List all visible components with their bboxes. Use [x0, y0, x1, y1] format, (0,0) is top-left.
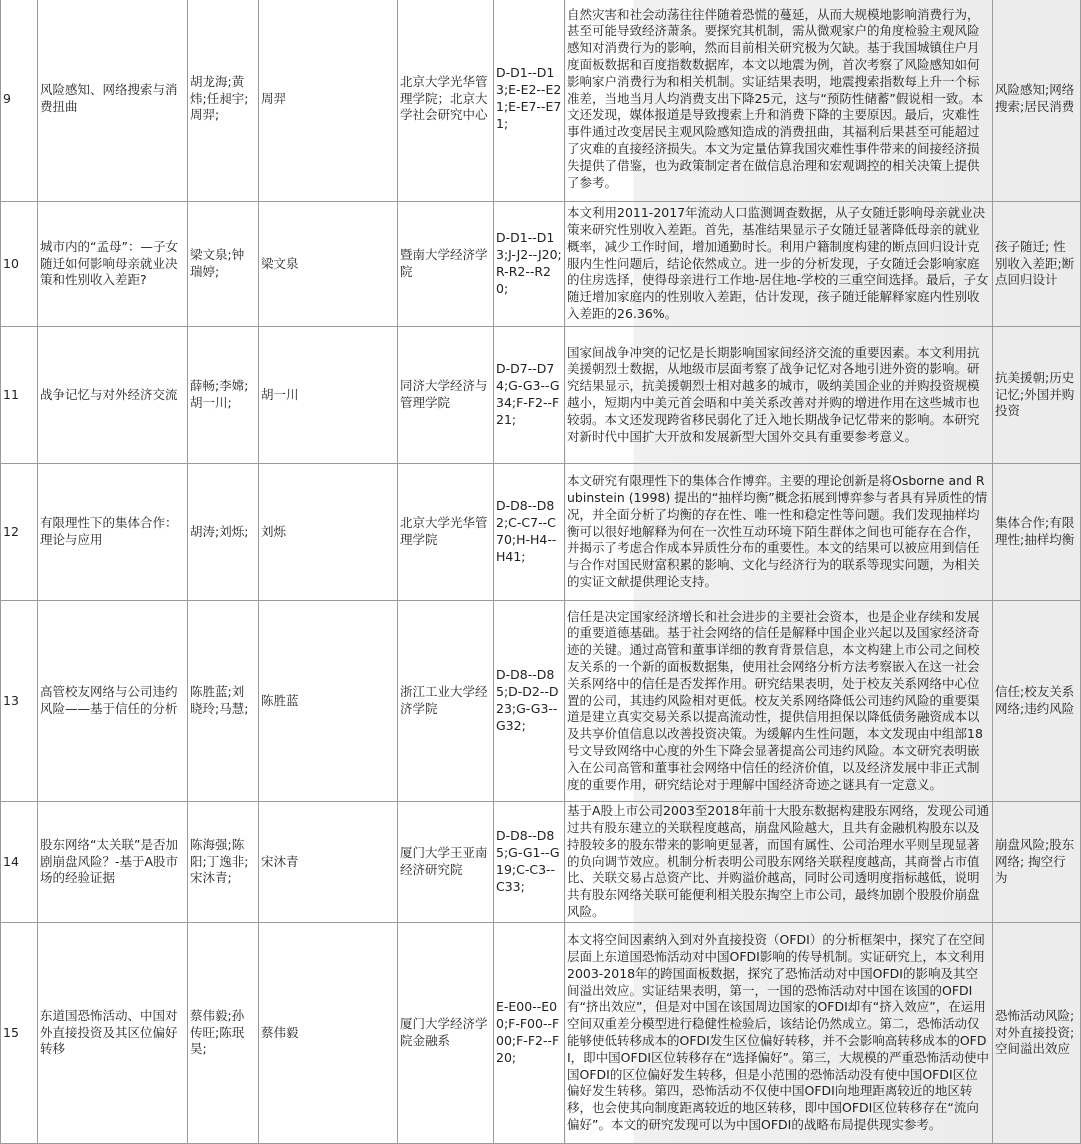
institution-cell[interactable]: 北京大学光华管理学院 — [398, 464, 494, 601]
keywords-cell[interactable]: 集体合作;有限理性;抽样均衡 — [993, 464, 1081, 601]
institution-cell[interactable]: 北京大学光华管理学院；北京大学社会研究中心 — [398, 0, 494, 202]
abstract-cell[interactable]: 基于A股上市公司2003至2018年前十大股东数据构建股东网络，发现公司通过共有股东建立的关联程度越高，崩盘风险越大，且共有金融机构股东以及持股较多的股东带来的影响更显著，而国有属性、公司治理水平则呈现显著的负向调节效应。机制分析表明公司股东网络关联程度越高，其商誉占市值比、关联交易占总资产比、并购溢价越高，同时公司透明度指标越低，说明共有股东网络关联可能便利相关股东掏空上市公司，最终加剧个股股价崩盘风险。 — [565, 802, 993, 923]
keywords-cell[interactable]: 抗美援朝;历史记忆;外国并购投资 — [993, 327, 1081, 464]
jel-code-cell[interactable]: D-D8--D82;C-C7--C70;H-H4--H41; — [494, 464, 565, 601]
corresponding-author-cell[interactable]: 胡一川 — [259, 327, 398, 464]
keywords-cell[interactable]: 孩子随迁; 性别收入差距;断点回归设计 — [993, 202, 1081, 327]
authors-cell[interactable]: 陈胜蓝;刘晓玲;马慧; — [188, 601, 259, 802]
jel-code-cell[interactable]: E-E00--E00;F-F00--F00;F-F2--F20; — [494, 923, 565, 1144]
row-number[interactable]: 11 — [1, 327, 38, 464]
table-row — [1, 802, 1081, 923]
row-number[interactable]: 15 — [1, 923, 38, 1144]
institution-cell[interactable]: 厦门大学经济学院金融系 — [398, 923, 494, 1144]
jel-code-cell[interactable]: D-D8--D85;D-D2--D23;G-G3--G32; — [494, 601, 565, 802]
institution-cell[interactable]: 浙江工业大学经济学院 — [398, 601, 494, 802]
authors-cell[interactable]: 薛畅;李嫦;胡一川; — [188, 327, 259, 464]
corresponding-author-cell[interactable]: 周羿 — [259, 0, 398, 202]
abstract-cell[interactable]: 本文将空间因素纳入到对外直接投资（OFDI）的分析框架中，探究了在空间层面上东道国恐怖活动对中国OFDI影响的传导机制。实证研究上，本文利用2003-2018年的跨国面板数据，探究了恐怖活动对中国OFDI的影响及其空间溢出效应。实证结果表明，第一，一国的恐怖活动对中国在该国的OFDI有“挤出效应”，但是对中国在该国周边国家的OFDI却有“挤入效应”，在运用空间双重差分模型进行稳健性检验后，该结论仍然成立。第二，恐怖活动仅能够使低转移成本的OFDI发生区位偏好转移，并不会影响高转移成本的OFDI，即中国OFDI区位转移存在“选择偏好”。第三，大规模的严重恐怖活动使中国OFDI的区位偏好发生转移，但是小范围的恐怖活动没有使中国OFDI区位偏好发生转移。第四，恐怖活动不仅使中国OFDI向地理距离较近的地区转移，也会使其向制度距离较近的地区转移，即中国OFDI区位转移存在“流向偏好”。本文的研究发现可以为中国OFDI的战略布局提供现实参考。 — [565, 923, 993, 1144]
paper-title-cell[interactable]: 东道国恐怖活动、中国对外直接投资及其区位偏好转移 — [38, 923, 188, 1144]
row-number[interactable]: 13 — [1, 601, 38, 802]
corresponding-author-cell[interactable]: 蔡伟毅 — [259, 923, 398, 1144]
paper-title-cell[interactable]: 股东网络“太关联”是否加剧崩盘风险？-基于A股市场的经验证据 — [38, 802, 188, 923]
paper-title-cell[interactable]: 风险感知、网络搜索与消费扭曲 — [38, 0, 188, 202]
row-number[interactable]: 12 — [1, 464, 38, 601]
authors-cell[interactable]: 陈海强;陈阳;丁逸非;宋沐青; — [188, 802, 259, 923]
keywords-cell[interactable]: 信任;校友关系网络;违约风险 — [993, 601, 1081, 802]
jel-code-cell[interactable]: D-D7--D74;G-G3--G34;F-F2--F21; — [494, 327, 565, 464]
abstract-cell[interactable]: 国家间战争冲突的记忆是长期影响国家间经济交流的重要因素。本文利用抗美援朝烈士数据，从地级市层面考察了战争记忆对各地引进外资的影响。研究结果显示，抗美援朝烈士相对越多的城市，吸纳美国企业的并购投资规模越小，短期内中美元首会晤和中美关系改善对并购的增进作用在这些城市也较弱。本文还发现跨省移民弱化了迁入地长期战争记忆带来的影响。本研究对新时代中国扩大开放和发展新型大国外交具有重要参考意义。 — [565, 327, 993, 464]
jel-code-cell[interactable]: D-D1--D13;J-J2--J20;R-R2--R20; — [494, 202, 565, 327]
row-number[interactable]: 10 — [1, 202, 38, 327]
corresponding-author-cell[interactable]: 刘烁 — [259, 464, 398, 601]
table-row — [1, 923, 1081, 1144]
paper-title-cell[interactable]: 城市内的“孟母”：—子女随迁如何影响母亲就业决策和性别收入差距? — [38, 202, 188, 327]
table-body — [1, 0, 1081, 1144]
corresponding-author-cell[interactable]: 宋沐青 — [259, 802, 398, 923]
row-number[interactable]: 14 — [1, 802, 38, 923]
abstract-cell[interactable]: 信任是决定国家经济增长和社会进步的主要社会资本，也是企业存续和发展的重要道德基础。基于社会网络的信任是解释中国企业兴起以及国家经济奇迹的关键。通过高管和董事详细的教育背景信息，本文构建上市公司之间校友关系的一个新的面板数据集，使用社会网络分析方法考察嵌入在这一社会关系网络中的信任是否发挥作用。研究结果表明，处于校友关系网络中心位置的公司，其违约风险相对更低。校友关系网络降低公司违约风险的重要渠道是建立真实交易关系以提高流动性，提供信用担保以降低债务融资成本以及共享价值信息以改善投资决策。为缓解内生性问题，本文发现由中组部18号文导致网络中心度的外生下降会显著提高公司违约风险。本文研究表明嵌入在公司高管和董事社会网络中信任的经济价值，以及经济发展中非正式制度的重要作用，研究结论对于理解中国经济奇迹之谜具有一定意义。 — [565, 601, 993, 802]
corresponding-author-cell[interactable]: 梁文泉 — [259, 202, 398, 327]
paper-title-cell[interactable]: 有限理性下的集体合作：理论与应用 — [38, 464, 188, 601]
table-row — [1, 327, 1081, 464]
institution-cell[interactable]: 厦门大学王亚南经济研究院 — [398, 802, 494, 923]
paper-title-cell[interactable]: 高管校友网络与公司违约风险——基于信任的分析 — [38, 601, 188, 802]
authors-cell[interactable]: 蔡伟毅;孙传旺;陈珉昊; — [188, 923, 259, 1144]
keywords-cell[interactable]: 崩盘风险;股东网络; 掏空行为 — [993, 802, 1081, 923]
authors-cell[interactable]: 胡龙海;黄炜;任昶宇;周羿; — [188, 0, 259, 202]
table-row — [1, 464, 1081, 601]
authors-cell[interactable]: 胡涛;刘烁; — [188, 464, 259, 601]
table-row — [1, 202, 1081, 327]
abstract-cell[interactable]: 本文研究有限理性下的集体合作博弈。主要的理论创新是将Osborne and Rubinstein (1998) 提出的“抽样均衡”概念拓展到博弈参与者具有异质性的情况，并全面分析了均衡的存在性、唯一性和稳定性等问题。我们发现抽样均衡可以很好地解释为何在一次性互动环境下陌生群体之间也可能存在合作，并揭示了考虑合作成本异质性分布的重要性。本文的结果可以被应用到信任与合作对国民财富积累的影响、文化与经济行为的联系等现实问题，为相关的实证文献提供理论支持。 — [565, 464, 993, 601]
institution-cell[interactable]: 暨南大学经济学院 — [398, 202, 494, 327]
keywords-cell[interactable]: 恐怖活动风险;对外直接投资;空间溢出效应 — [993, 923, 1081, 1144]
paper-title-cell[interactable]: 战争记忆与对外经济交流 — [38, 327, 188, 464]
table-row — [1, 601, 1081, 802]
keywords-cell[interactable]: 风险感知;网络搜索;居民消费 — [993, 0, 1081, 202]
corresponding-author-cell[interactable]: 陈胜蓝 — [259, 601, 398, 802]
row-number[interactable]: 9 — [1, 0, 38, 202]
authors-cell[interactable]: 梁文泉;钟瑞婷; — [188, 202, 259, 327]
institution-cell[interactable]: 同济大学经济与管理学院 — [398, 327, 494, 464]
table-row — [1, 0, 1081, 202]
jel-code-cell[interactable]: D-D1--D13;E-E2--E21;E-E7--E71; — [494, 0, 565, 202]
abstract-cell[interactable]: 自然灾害和社会动荡往往伴随着恐慌的蔓延，从而大规模地影响消费行为，甚至可能导致经济萧条。要探究其机制，需从微观家户的角度检验主观风险感知对消费行为的影响，然而目前相关研究极为欠缺。基于我国城镇住户月度面板数据和百度指数数据库，本文以地震为例，首次考察了风险感知如何影响家户消费行为和相关机制。实证结果表明，地震搜索指数每上升一个标准差，当地当月人均消费支出下降25元，这与“预防性储蓄”假说相一致。本文还发现，媒体报道是导致搜索上升和消费下降的主要原因。最后，灾难性事件通过改变居民主观风险感知造成的消费扭曲，其福利后果甚至可能超过了灾难的直接经济损失。本文为定量估算我国灾难性事件带来的间接经济损失提供了借鉴，也为政策制定者在做信息治理和宏观调控的相关决策上提供了参考。 — [565, 0, 993, 202]
abstract-cell[interactable]: 本文利用2011-2017年流动人口监测调查数据，从子女随迁影响母亲就业决策来研究性别收入差距。首先，基准结果显示子女随迁显著降低母亲的就业概率，减少工作时间，增加通勤时长。利用户籍制度构建的断点回归设计克服内生性问题后，结论依然成立。进一步的分析发现，子女随迁会影响家庭的住房选择，使得母亲进行工作地-居住地-学校的三重空间选择。最后，子女随迁增加家庭内的性别收入差距，估计发现，孩子随迁能解释家庭内性别收入差距的26.36%。 — [565, 202, 993, 327]
jel-code-cell[interactable]: D-D8--D85;G-G1--G19;C-C3--C33; — [494, 802, 565, 923]
